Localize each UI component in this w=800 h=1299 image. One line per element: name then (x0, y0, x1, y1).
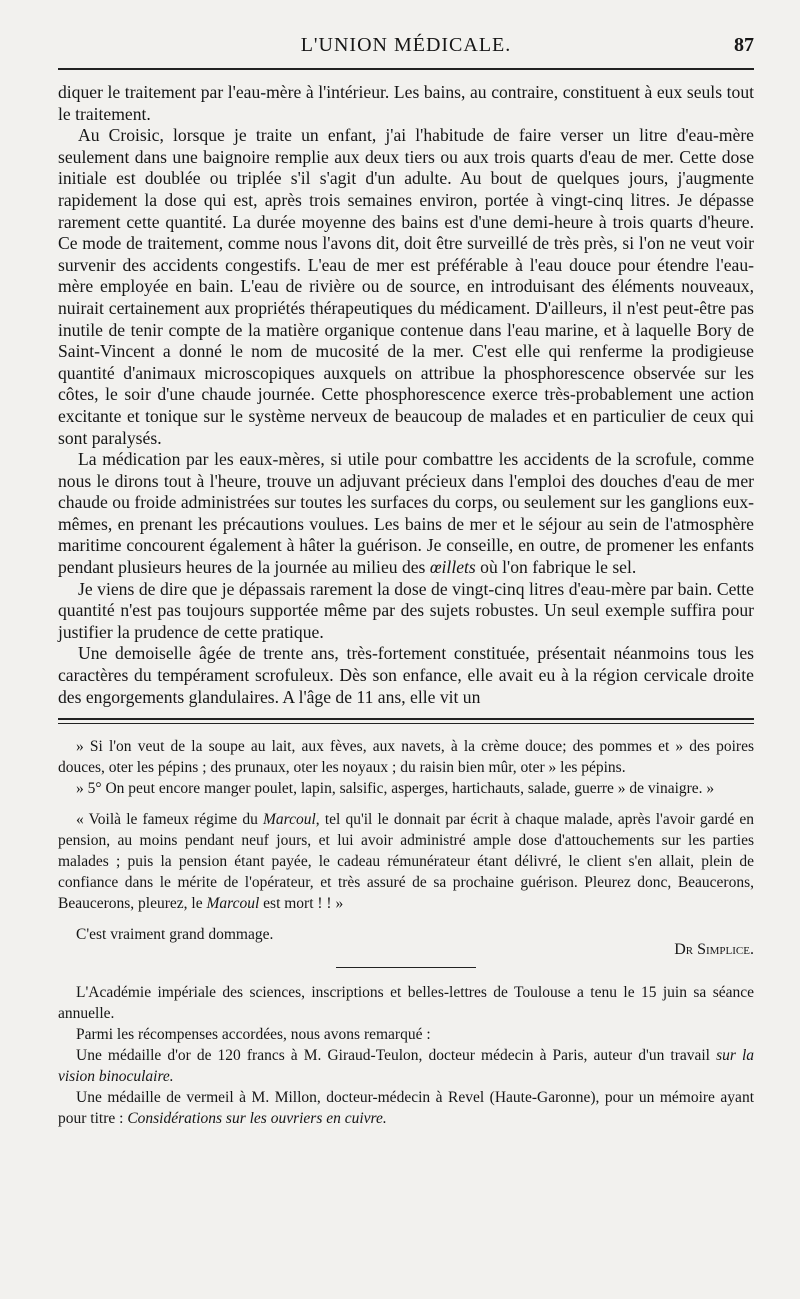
running-header (58, 28, 754, 62)
note-paragraph (58, 809, 754, 914)
note-paragraph: » 5° On peut encore manger poulet, lapin, salsific, asperges, hartichauts, salade, guerre » de vinaigre. » (76, 780, 715, 798)
news-text: Une médaille d'or de 120 francs à M. Giraud-Teulon, docteur médecin à Paris, auteur d'un travail (76, 1047, 710, 1065)
news-text: Une médaille de vermeil à M. Millon, docteur-médecin à Revel (Haute-Garonne), pour un mémoire ayant pour titre : (58, 1089, 754, 1128)
signature: Dr Simplice. (674, 941, 754, 959)
main-text (58, 82, 754, 708)
note-text: est mort ! ! » (263, 895, 344, 913)
note-paragraph: » Si l'on veut de la soupe au lait, aux fèves, aux navets, à la crème douce; des pommes et » des poires douces, oter les pépins ; des prunaux, oter les noyaux ; du raisin bien mûr, oter » les pépins. (58, 738, 754, 777)
italic-name: Marcoul (206, 895, 260, 913)
italic-term: œillets (429, 557, 476, 578)
page-number: 87 (734, 34, 754, 56)
section-rule (58, 718, 754, 724)
news-paragraph (58, 1087, 754, 1129)
paragraph (58, 449, 754, 579)
running-title: L'UNION MÉDICALE. (300, 34, 512, 56)
italic-title: sur la vision binoculaire. (58, 1047, 755, 1086)
note-text: , tel qu'il le donnait par écrit à chaque malade, après l'avoir gardé en pension, au moins pendant neuf jours, et lui avoir administré ample dose d'attouchements sur les parties malades ; puis la pension étant payée, le cadeau rémunérateur étant délivré, le client s'en allait, plein de confiance dans le mérite de l'opérateur, et très assuré de sa prochaine guérison. Pleurez donc, Beaucerons, Beaucerons, pleurez, le (58, 811, 755, 913)
spacer (58, 799, 754, 809)
note-text: « Voilà le fameux régime du (76, 811, 258, 829)
short-rule (336, 967, 476, 968)
news-paragraph (58, 1045, 754, 1087)
feuilleton-notes (58, 736, 754, 959)
paragraph: diquer le traitement par l'eau-mère à l'intérieur. Les bains, au contraire, constituent à eux seuls tout le traitement. (58, 82, 754, 124)
paragraph: Je viens de dire que je dépassais rarement la dose de vingt-cinq litres d'eau-mère par bain. Cette quantité n'est pas toujours supportée même par des sujets robustes. Un seul exemple suffira pour justifier la prudence de cette pratique. (58, 578, 754, 642)
italic-title: Considérations sur les ouvriers en cuivre. (127, 1110, 387, 1128)
header-rule (58, 68, 754, 70)
news-section (58, 982, 754, 1129)
italic-name: Marcoul (262, 811, 316, 829)
paragraph-text: La médication par les eaux-mères, si utile pour combattre les accidents de la scrofule, comme nous le dirons tout à l'heure, trouve un adjuvant précieux dans l'emploi des douches d'eau de mer chaude ou froide administrées sur toutes les surfaces du corps, ou seulement sur les ganglions eux-mêmes, en prenant les précautions voulues. Les bains de mer et le séjour au sein de l'atmosphère maritime concourent également à hâter la guérison. Je conseille, en outre, de promener les enfants pendant plusieurs heures de la journée au milieu des (58, 449, 754, 578)
news-paragraph: Parmi les récompenses accordées, nous avons remarqué : (76, 1026, 431, 1044)
spacer (58, 914, 754, 924)
paragraph-text: où l'on fabrique le sel. (480, 557, 637, 578)
paragraph: Au Croisic, lorsque je traite un enfant, j'ai l'habitude de faire verser un litre d'eau-mère seulement dans une baignoire remplie aux deux tiers ou aux trois quarts d'eau de mer. Cette dose initiale est doublée ou triplée s'il s'agit d'un adulte. Au bout de quelques jours, j'augmente rapidement la dose qui est, après trois semaines environ, portée à vingt-cinq litres. Je dépasse rarement cette quantité. La durée moyenne des bains est d'une demi-heure à trois quarts d'heure. Ce mode de traitement, comme nous l'avons dit, doit être surveillé de très près, si l'on ne veut voir survenir des accidents congestifs. L'eau de mer est préférable à l'eau douce pour étendre l'eau-mère employée en bain. L'eau de rivière ou de source, en introduisant des éléments nouveaux, nuirait certainement aux propriétés thérapeutiques du médicament. D'ailleurs, il n'est peut-être pas inutile de tenir compte de la matière organique contenue dans l'eau marine, et à laquelle Bory de Saint-Vincent a donné le nom de mucosité de la mer. C'est elle qui renferme la prodigieuse quantité d'animaux microscopiques auxquels on attribue la phosphorescence observée sur les côtes, le soir d'une chaude journée. Cette phosphorescence exerce très-probablement une action excitante et tonique sur le système nerveux de beaucoup de malades et en particulier de ceux qui sont paralysés. (58, 125, 754, 448)
news-paragraph: L'Académie impériale des sciences, inscriptions et belles-lettres de Toulouse a tenu le 15 juin sa séance annuelle. (58, 984, 754, 1023)
note-paragraph: C'est vraiment grand dommage. (76, 926, 274, 944)
paragraph: Une demoiselle âgée de trente ans, très-fortement constituée, présentait néanmoins tous les caractères du tempérament scrofuleux. Dès son enfance, elle avait eu à la région cervicale droite des engorgements glandulaires. A l'âge de 11 ans, elle vit un (58, 643, 754, 707)
